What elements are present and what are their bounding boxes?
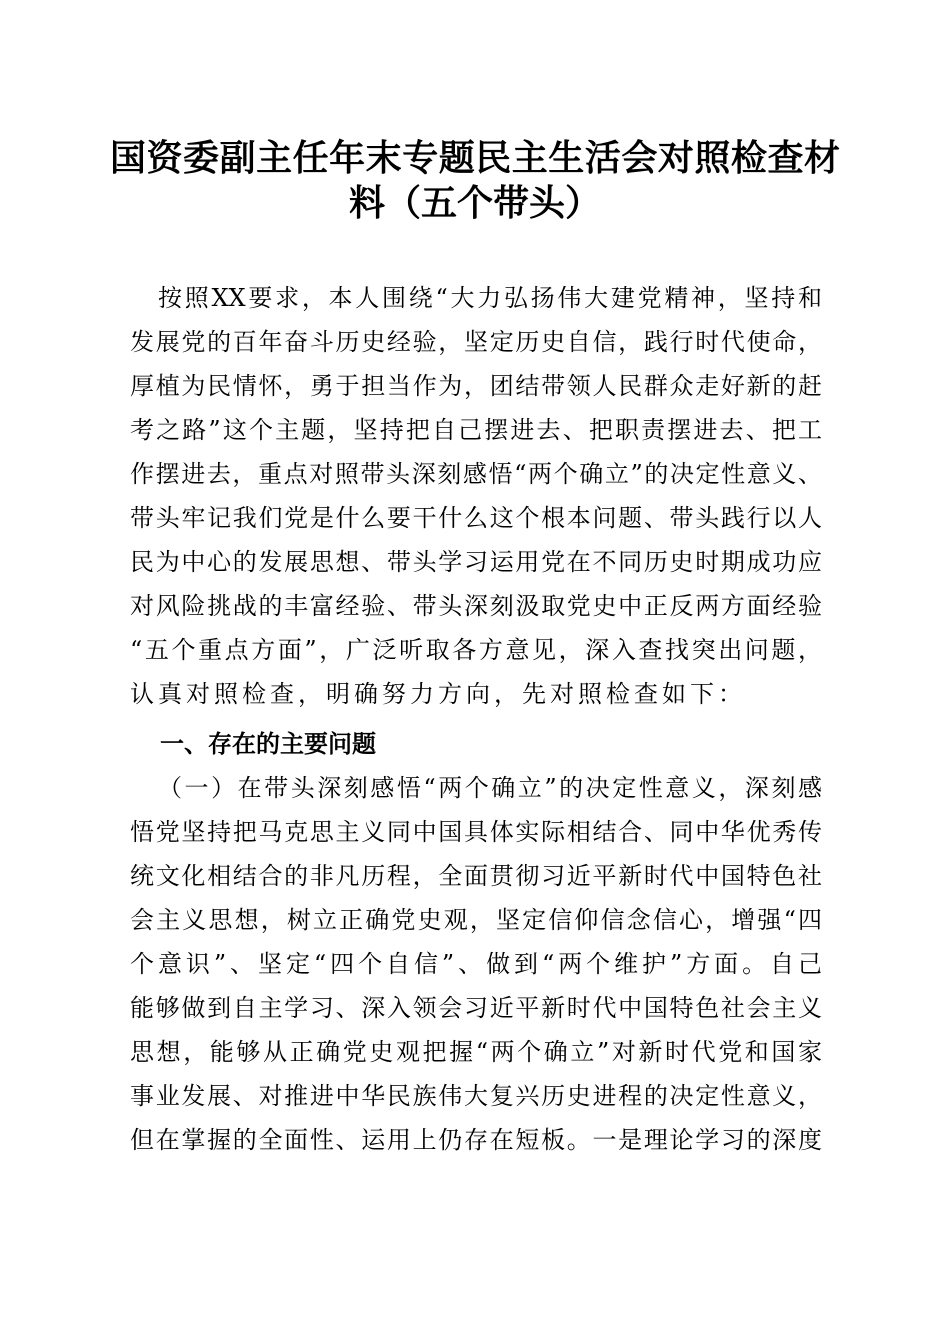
text-line: 个意识”、坚定“四个自信”、做到“两个维护”方面。自己 [130, 950, 822, 978]
text-line: 思想，能够从正确党史观把握“两个确立”对新时代党和国家 [130, 1038, 822, 1066]
text-line: “五个重点方面”，广泛听取各方意见，深入查找突出问题， [130, 636, 822, 664]
document-title-line-1: 国资委副主任年末专题民主生活会对照检查材 [110, 137, 840, 179]
text-line: 作摆进去，重点对照带头深刻感悟“两个确立”的决定性意义、 [130, 460, 822, 488]
text-line: 民为中心的发展思想、带头学习运用党在不同历史时期成功应 [130, 548, 822, 576]
text-line: 会主义思想，树立正确党史观，坚定信仰信念信心，增强“四 [130, 906, 822, 934]
text-line: 事业发展、对推进中华民族伟大复兴历史进程的决定性意义， [130, 1082, 822, 1110]
text-line: 统文化相结合的非凡历程，全面贯彻习近平新时代中国特色社 [130, 862, 822, 890]
text-line: 对风险挑战的丰富经验、带头深刻汲取党史中正反两方面经验 [130, 592, 822, 620]
text-line: 但在掌握的全面性、运用上仍存在短板。一是理论学习的深度 [130, 1126, 822, 1154]
text-line: 发展党的百年奋斗历史经验，坚定历史自信，践行时代使命， [130, 328, 822, 356]
text-line: （一）在带头深刻感悟“两个确立”的决定性意义，深刻感 [158, 774, 822, 802]
document-title-line-2: 料（五个带头） [348, 182, 601, 224]
text-line: 悟党坚持把马克思主义同中国具体实际相结合、同中华优秀传 [130, 818, 822, 846]
text-line: 按照XX要求，本人围绕“大力弘扬伟大建党精神，坚持和 [158, 284, 822, 312]
text-line: 能够做到自主学习、深入领会习近平新时代中国特色社会主义 [130, 994, 822, 1022]
text-line: 考之路”这个主题，坚持把自己摆进去、把职责摆进去、把工 [130, 416, 822, 444]
section-heading: 一、存在的主要问题 [160, 730, 376, 758]
text-line: 带头牢记我们党是什么要干什么这个根本问题、带头践行以人 [130, 504, 822, 532]
text-line: 认真对照检查，明确努力方向，先对照检查如下： [130, 680, 746, 708]
text-line: 厚植为民情怀，勇于担当作为，团结带领人民群众走好新的赶 [130, 372, 822, 400]
